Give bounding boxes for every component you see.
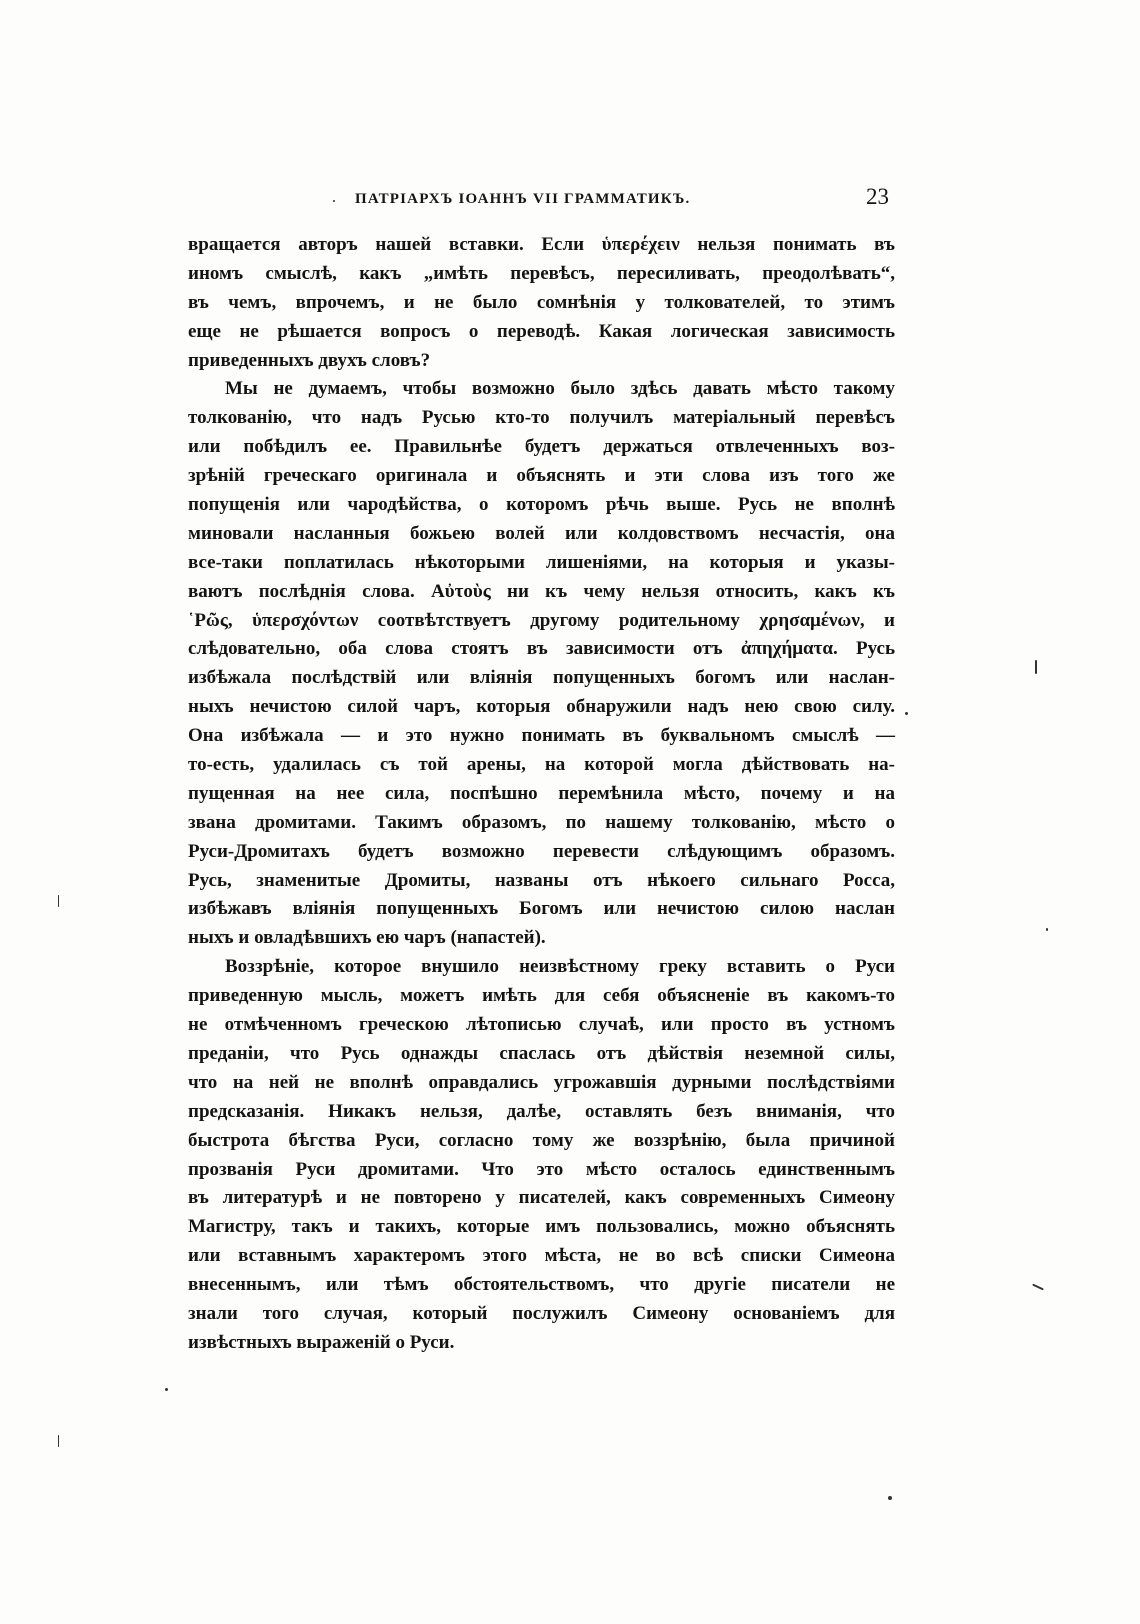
text-line: или вставнымъ характеромъ этого мѣста, не во всѣ списки Симеона — [188, 1245, 895, 1267]
text-line: внесеннымъ, или тѣмъ обстоятельствомъ, что другіе писатели не — [188, 1274, 895, 1296]
text-line: зрѣній греческаго оригинала и объяснять и эти слова изъ того же — [188, 465, 895, 487]
text-line: иномъ смыслѣ, какъ „имѣть перевѣсъ, пересиливать, преодолѣвать“, — [188, 262, 895, 284]
scan-speck — [165, 1388, 168, 1391]
text-line: Магистру, такъ и такихъ, которые имъ пользовались, можно объяснять — [188, 1216, 895, 1238]
scan-speck — [1046, 928, 1048, 931]
text-line: не отмѣченномъ греческою лѣтописью случаѣ, или просто въ устномъ — [188, 1014, 895, 1036]
text-line: Руси-Дромитахъ будетъ возможно перевести слѣдующимъ образомъ. — [188, 840, 895, 862]
text-line: въ чемъ, впрочемъ, и не было сомнѣнія у толкователей, то этимъ — [188, 291, 895, 313]
text-line: извѣстныхъ выраженій о Руси. — [188, 1331, 455, 1353]
text-line: что на ней не вполнѣ оправдались угрожавшія дурными послѣдствіями — [188, 1071, 895, 1093]
text-line: пущенная на нее сила, поспѣшно перемѣнила мѣсто, почему и на — [188, 782, 895, 804]
text-line: Русь, знаменитые Дромиты, названы отъ нѣкоего сильнаго Росса, — [188, 869, 895, 891]
text-line: все-таки поплатилась нѣкоторыми лишеніями, на которыя и указы- — [188, 551, 895, 573]
running-title: ПАТРІАРХЪ ІОАННЪ VII ГРАММАТИКЪ. — [355, 191, 691, 207]
text-line: миновали насланныя божьею волей или колдовствомъ несчастія, она — [188, 522, 895, 544]
text-line: въ литературѣ и не повторено у писателей, какъ современныхъ Симеону — [188, 1187, 895, 1209]
scan-speck — [905, 712, 908, 715]
text-line: толкованію, что надъ Русью кто-то получилъ матеріальный перевѣсъ — [188, 407, 895, 429]
scan-speck — [1035, 660, 1037, 674]
text-line: прозванія Руси дромитами. Что это мѣсто осталось единственнымъ — [188, 1158, 895, 1180]
scan-speck — [58, 1435, 59, 1447]
text-line: ῾Ρῶς, ὑπερσχόντων соотвѣтствуетъ другому родительному χρησαμένων, и — [188, 609, 895, 631]
body-text — [188, 231, 895, 1358]
text-line: Она избѣжала — и это нужно понимать въ буквальномъ смыслѣ — — [188, 725, 895, 747]
text-line: знали того случая, который послужилъ Симеону основаніемъ для — [188, 1302, 895, 1324]
page-number: 23 — [866, 184, 889, 209]
text-line: преданіи, что Русь однажды спаслась отъ дѣйствія неземной силы, — [188, 1042, 895, 1064]
text-line: слѣдовательно, оба слова стоятъ въ зависимости отъ ἀπηχήματα. Русь — [188, 638, 895, 660]
text-line: вращается авторъ нашей вставки. Если ὑπερέχειν нельзя понимать въ — [188, 234, 895, 255]
scan-speck — [1032, 1284, 1044, 1291]
scan-speck — [888, 1496, 892, 1500]
text-line: Мы не думаемъ, чтобы возможно было здѣсь давать мѣсто такому — [225, 378, 895, 400]
text-line: избѣжала послѣдствій или вліянія попущенныхъ богомъ или наслан- — [188, 667, 895, 689]
paragraph-2 — [188, 375, 895, 953]
text-line: приведенныхъ двухъ словъ? — [188, 349, 431, 371]
text-line: или побѣдилъ ее. Правильнѣе будетъ держаться отвлеченныхъ воз- — [188, 436, 895, 458]
text-line: ныхъ нечистою силой чаръ, которыя обнаружили надъ нею свою силу. — [188, 696, 895, 718]
text-line: ваютъ послѣднія слова. Αὐτοὺς ни къ чему нельзя относить, какъ къ — [188, 580, 895, 602]
scan-speck — [58, 895, 59, 907]
text-line: звана дромитами. Такимъ образомъ, по нашему толкованію, мѣсто о — [188, 811, 895, 833]
text-line: быстрота бѣгства Руси, согласно тому же воззрѣнію, была причиной — [188, 1129, 895, 1151]
paragraph-3 — [188, 953, 895, 1357]
text-line: ныхъ и овладѣвшихъ ею чаръ (напастей). — [188, 927, 546, 949]
text-line: избѣжавъ вліянія попущенныхъ Богомъ или нечистою силою наслан — [188, 898, 895, 920]
scan-speck — [333, 200, 335, 202]
text-line: приведенную мысль, можетъ имѣть для себя объясненіе въ какомъ-то — [188, 985, 895, 1007]
text-line: то-есть, удалилась съ той арены, на которой могла дѣйствовать на- — [188, 754, 895, 776]
text-line: предсказанія. Никакъ нельзя, далѣе, оставлять безъ вниманія, что — [188, 1100, 895, 1122]
text-line: попущенія или чародѣйства, о которомъ рѣчь выше. Русь не вполнѣ — [188, 494, 895, 516]
text-line: еще не рѣшается вопросъ о переводѣ. Какая логическая зависимость — [188, 320, 895, 342]
paragraph-1 — [188, 231, 895, 375]
text-line: Воззрѣніе, которое внушило неизвѣстному греку вставить о Руси — [225, 956, 895, 978]
